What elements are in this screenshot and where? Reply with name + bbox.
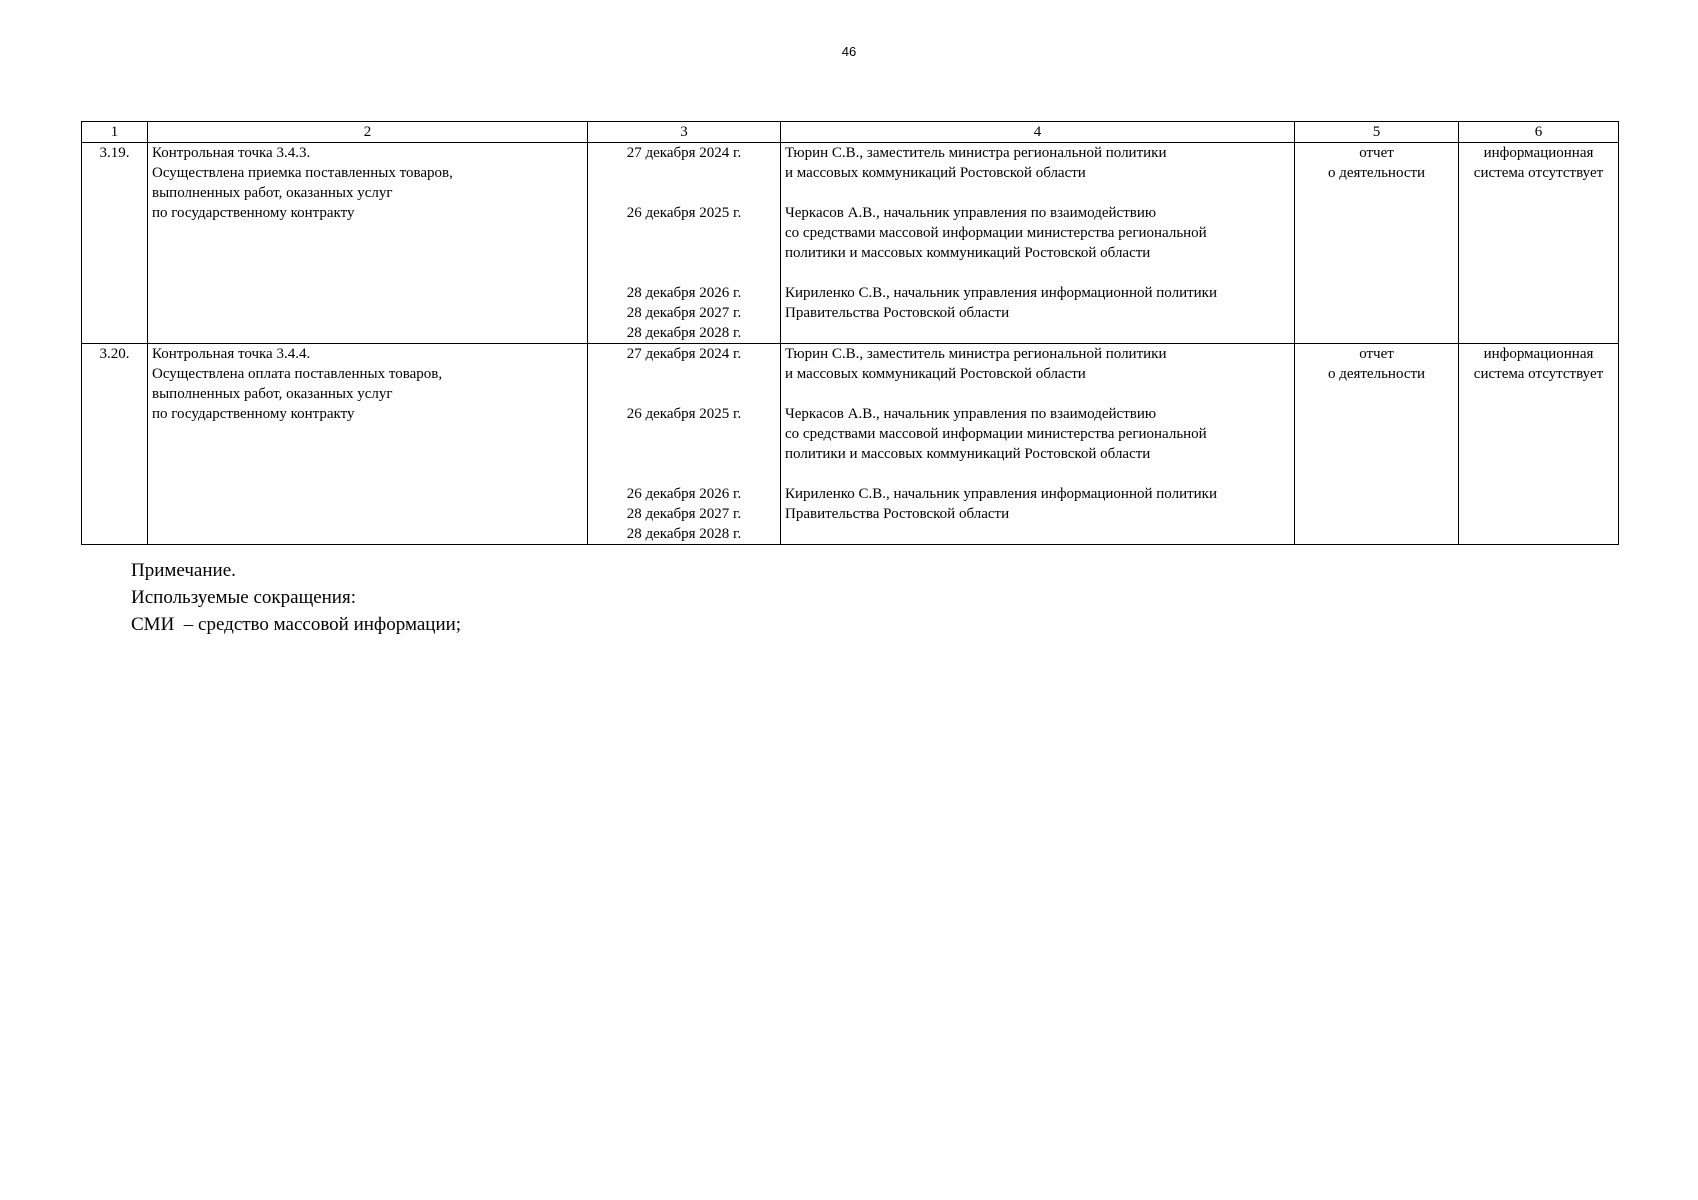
responsible-line: и массовых коммуникаций Ростовской области xyxy=(785,165,1086,181)
date-2024: 27 декабря 2024 г. xyxy=(626,346,742,362)
event-line: выполненных работ, оказанных услуг xyxy=(152,386,393,402)
event-line: Контрольная точка 3.4.4. xyxy=(152,346,311,362)
info-system-line: информационная xyxy=(1483,145,1594,161)
date-2027: 28 декабря 2027 г. xyxy=(626,506,742,522)
responsible-line: политики и массовых коммуникаций Ростовской области xyxy=(785,245,1151,261)
header-cell-6: 6 xyxy=(1459,122,1619,143)
responsible-cell xyxy=(781,344,1295,545)
event-line: Контрольная точка 3.4.3. xyxy=(152,145,311,161)
info-system-line: система отсутствует xyxy=(1473,366,1604,382)
header-cell-4: 4 xyxy=(781,122,1295,143)
responsible-line: Черкасов А.В., начальник управления по взаимодействию xyxy=(785,205,1157,221)
plan-table xyxy=(81,121,1619,545)
event-cell xyxy=(148,143,588,344)
responsible-line: Черкасов А.В., начальник управления по взаимодействию xyxy=(785,406,1157,422)
document-line: отчет xyxy=(1359,346,1394,362)
table-row xyxy=(82,344,1619,545)
responsible-line: Тюрин С.В., заместитель министра региональной политики xyxy=(785,346,1167,362)
notes-section xyxy=(131,557,461,638)
responsible-cell xyxy=(781,143,1295,344)
date-2026: 26 декабря 2026 г. xyxy=(626,486,742,502)
event-line: по государственному контракту xyxy=(152,205,355,221)
responsible-line: Тюрин С.В., заместитель министра региональной политики xyxy=(785,145,1167,161)
header-cell-5: 5 xyxy=(1295,122,1459,143)
document-line: отчет xyxy=(1359,145,1394,161)
event-line: Осуществлена приемка поставленных товаров, xyxy=(152,165,453,181)
event-cell xyxy=(148,344,588,545)
document-cell xyxy=(1295,344,1459,545)
row-number: 3.19. xyxy=(82,143,148,344)
date-2028: 28 декабря 2028 г. xyxy=(626,325,742,341)
notes-abbreviation: СМИ – средство массовой информации; xyxy=(131,614,462,635)
document-line: о деятельности xyxy=(1327,165,1426,181)
responsible-line: Кириленко С.В., начальник управления информационной политики xyxy=(785,285,1217,301)
table-row xyxy=(82,143,1619,344)
dates-cell xyxy=(588,143,781,344)
date-2025: 26 декабря 2025 г. xyxy=(626,406,742,422)
header-cell-3: 3 xyxy=(588,122,781,143)
info-system-line: система отсутствует xyxy=(1473,165,1604,181)
header-cell-2: 2 xyxy=(148,122,588,143)
notes-title: Примечание. xyxy=(131,560,236,581)
table-header-row xyxy=(82,122,1619,143)
event-line: выполненных работ, оказанных услуг xyxy=(152,185,393,201)
responsible-line: политики и массовых коммуникаций Ростовской области xyxy=(785,446,1151,462)
date-2027: 28 декабря 2027 г. xyxy=(626,305,742,321)
event-line: по государственному контракту xyxy=(152,406,355,422)
info-system-cell xyxy=(1459,344,1619,545)
responsible-line: Правительства Ростовской области xyxy=(785,305,1010,321)
document-cell xyxy=(1295,143,1459,344)
document-line: о деятельности xyxy=(1327,366,1426,382)
notes-subtitle: Используемые сокращения: xyxy=(131,587,356,608)
event-line: Осуществлена оплата поставленных товаров, xyxy=(152,366,443,382)
responsible-line: Правительства Ростовской области xyxy=(785,506,1010,522)
responsible-line: со средствами массовой информации министерства региональной xyxy=(785,225,1207,241)
responsible-line: и массовых коммуникаций Ростовской области xyxy=(785,366,1086,382)
responsible-line: со средствами массовой информации министерства региональной xyxy=(785,426,1207,442)
page-number: 46 xyxy=(841,44,857,59)
responsible-line: Кириленко С.В., начальник управления информационной политики xyxy=(785,486,1217,502)
info-system-line: информационная xyxy=(1483,346,1594,362)
date-2026: 28 декабря 2026 г. xyxy=(626,285,742,301)
date-2025: 26 декабря 2025 г. xyxy=(626,205,742,221)
date-2028: 28 декабря 2028 г. xyxy=(626,526,742,542)
date-2024: 27 декабря 2024 г. xyxy=(626,145,742,161)
info-system-cell xyxy=(1459,143,1619,344)
header-cell-1: 1 xyxy=(82,122,148,143)
dates-cell xyxy=(588,344,781,545)
row-number: 3.20. xyxy=(82,344,148,545)
